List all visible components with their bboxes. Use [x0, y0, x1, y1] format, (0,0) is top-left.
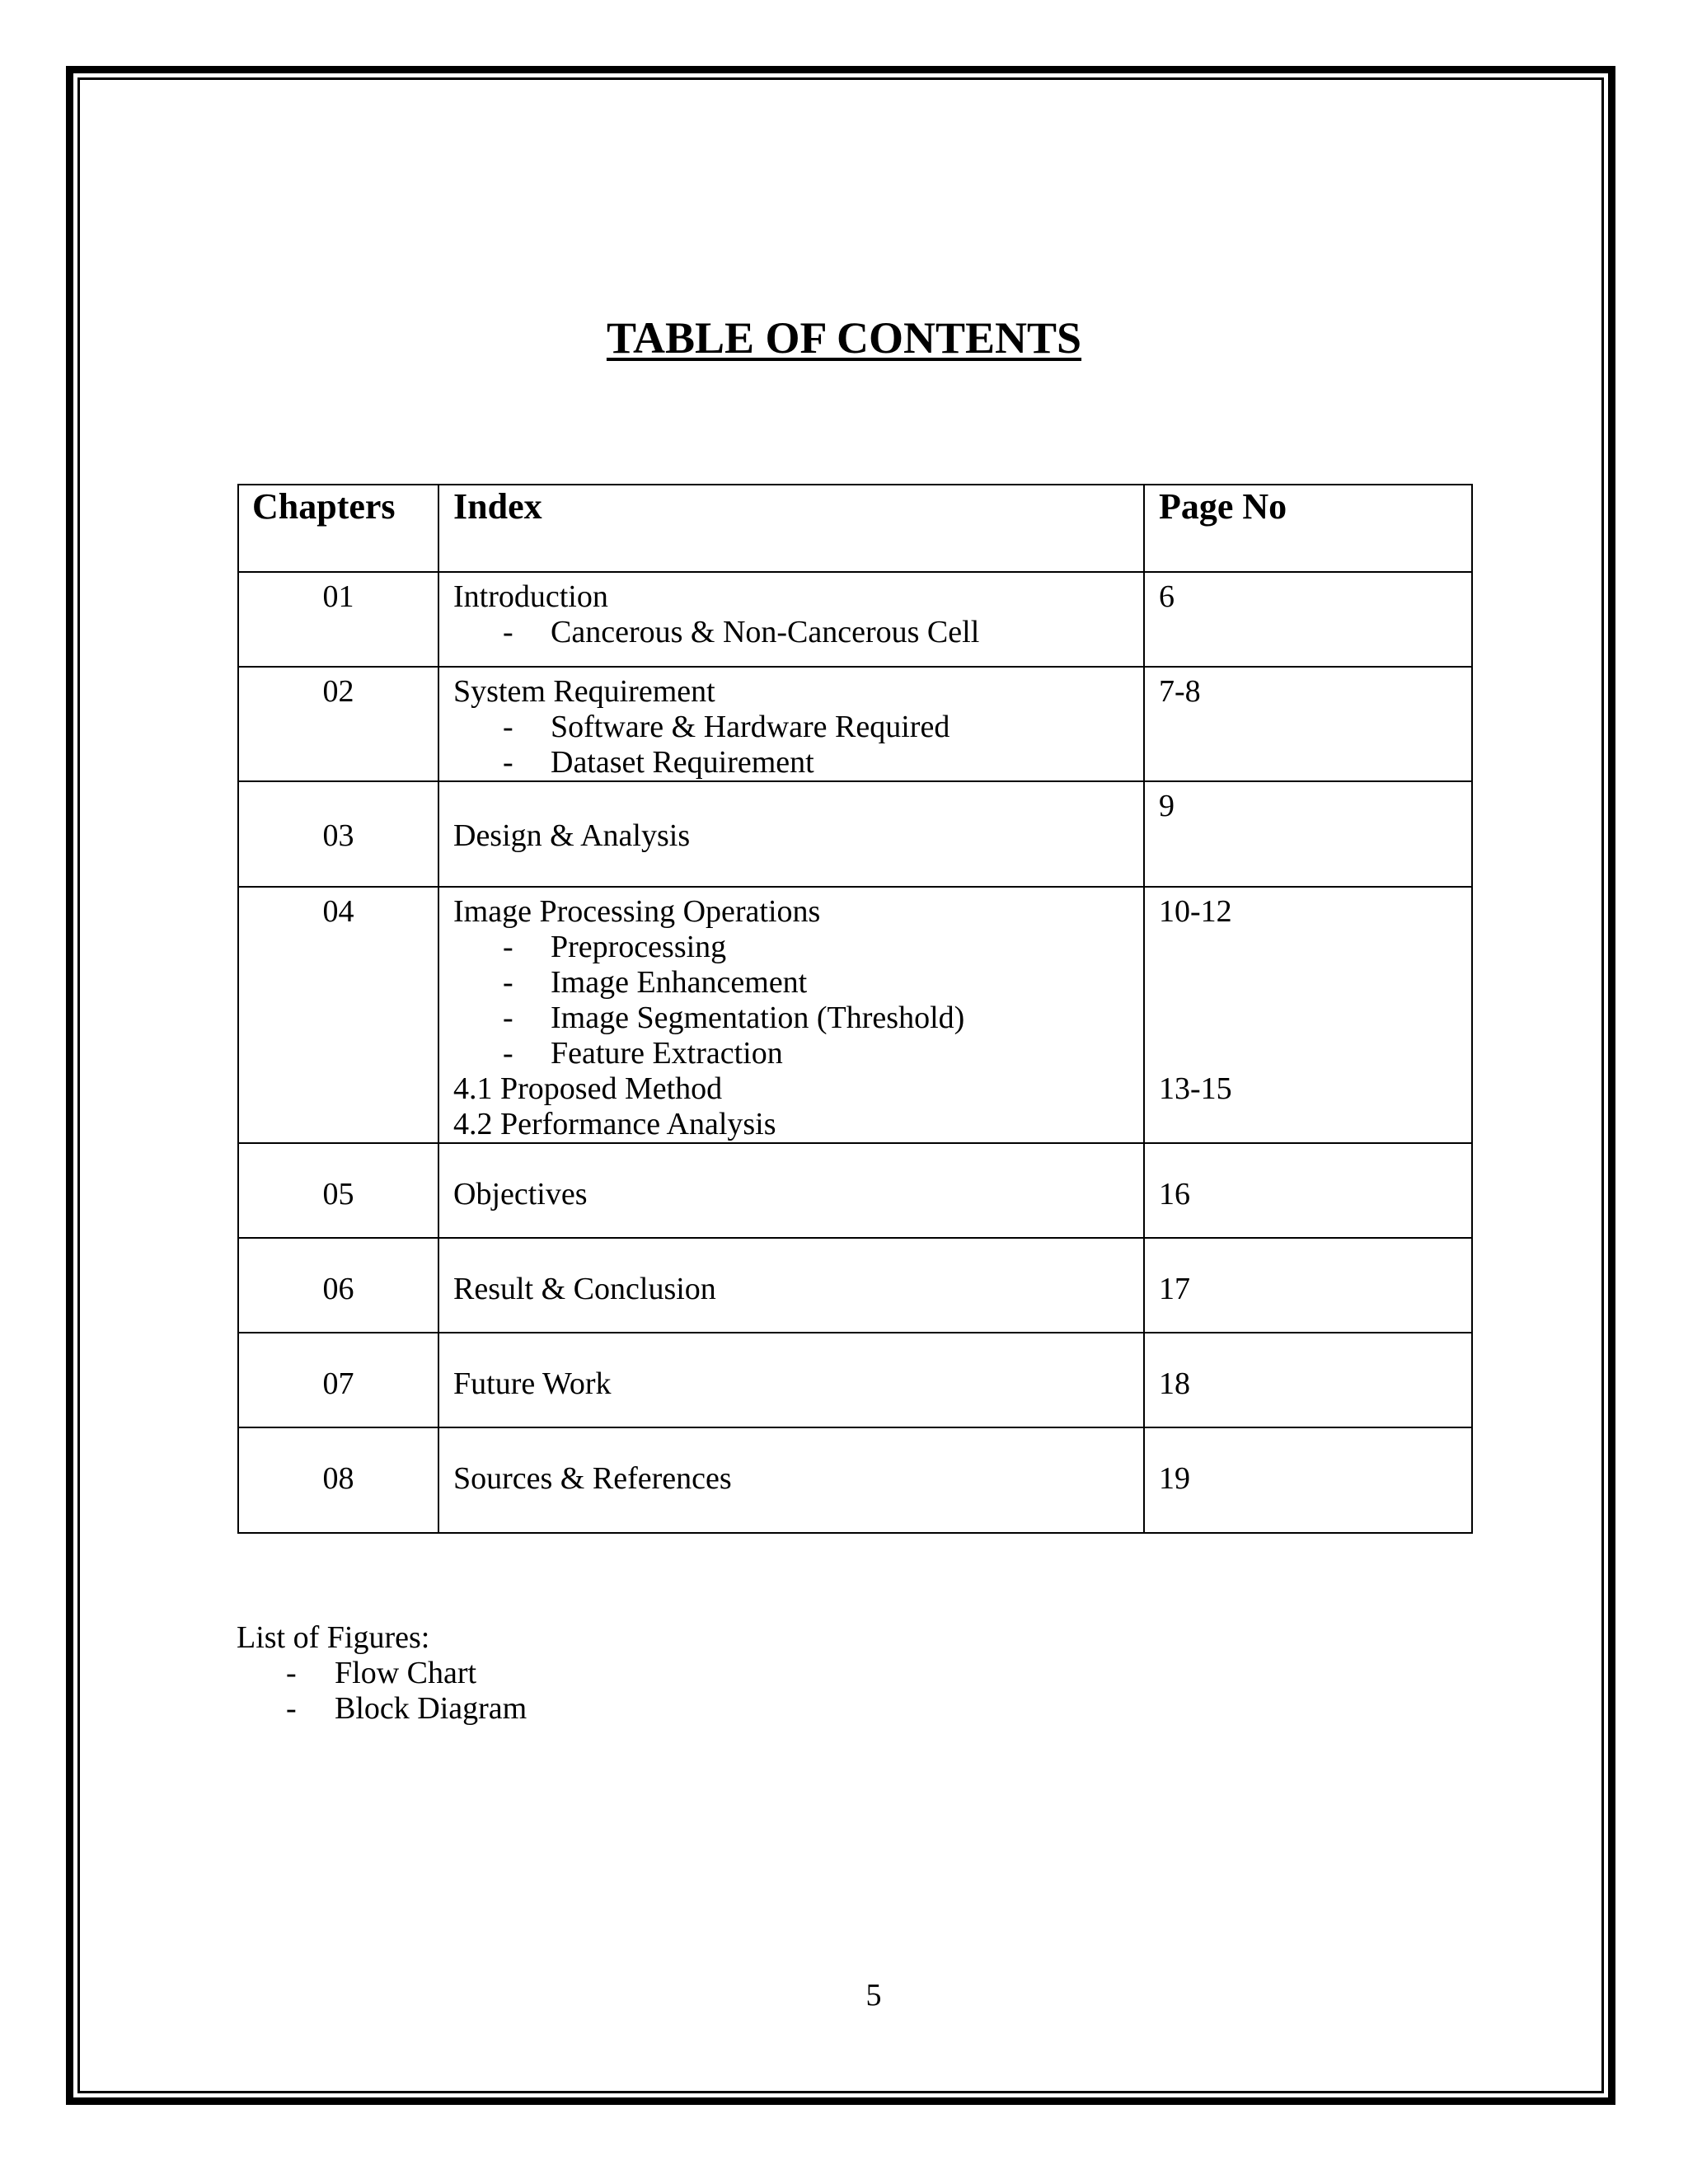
list-of-figures	[237, 1620, 527, 1727]
table-row	[238, 667, 1472, 781]
chapter-title: Image Processing Operations	[453, 894, 821, 929]
list-item: - Dataset Requirement	[503, 745, 814, 780]
chapter-title: Objectives	[453, 1177, 588, 1212]
table-row	[238, 1238, 1472, 1333]
page-number: 6	[1159, 579, 1175, 614]
table-row	[238, 572, 1472, 667]
chapter-number: 06	[322, 1272, 354, 1306]
list-item: - Feature Extraction	[503, 1036, 783, 1071]
chapter-number: 07	[322, 1366, 354, 1401]
contents-table	[237, 484, 1473, 1534]
list-item: - Preprocessing	[503, 930, 727, 964]
chapter-title: Introduction	[453, 579, 608, 614]
table-row	[238, 781, 1472, 887]
page-number: 18	[1159, 1366, 1190, 1401]
page-number: 10-12	[1159, 894, 1232, 929]
table-row	[238, 887, 1472, 1143]
chapter-number: 04	[322, 894, 354, 929]
table-row	[238, 1143, 1472, 1238]
list-item: - Software & Hardware Required	[503, 710, 950, 744]
chapter-number: 08	[322, 1461, 354, 1496]
list-item: - Cancerous & Non-Cancerous Cell	[503, 615, 980, 649]
figures-label: List of Figures:	[237, 1620, 430, 1655]
page-title: TABLE OF CONTENTS	[606, 313, 1082, 363]
chapter-title: Future Work	[453, 1366, 612, 1401]
list-item: - Image Enhancement	[503, 965, 808, 1000]
list-item: - Image Segmentation (Threshold)	[503, 1001, 965, 1035]
table-header-row	[238, 485, 1472, 572]
header-page-no: Page No	[1144, 485, 1472, 572]
page-number: 16	[1159, 1177, 1190, 1212]
header-index: Index	[438, 485, 1144, 572]
list-item: - Flow Chart	[286, 1656, 477, 1690]
list-item: - Block Diagram	[286, 1691, 528, 1726]
chapter-number: 02	[322, 674, 354, 709]
table-row	[238, 1333, 1472, 1427]
chapter-title: Sources & References	[453, 1461, 732, 1496]
page-number: 7-8	[1159, 674, 1201, 709]
chapter-number: 01	[322, 579, 354, 614]
header-chapters: Chapters	[238, 485, 438, 572]
table-row	[238, 1427, 1472, 1533]
chapter-number: 05	[322, 1177, 354, 1212]
chapter-title: Result & Conclusion	[453, 1272, 716, 1306]
section-item: 4.2 Performance Analysis	[453, 1107, 776, 1141]
page-number: 13-15	[1159, 1071, 1232, 1106]
page-number-footer: 5	[865, 1978, 882, 2013]
page-number: 19	[1159, 1461, 1190, 1496]
chapter-title: System Requirement	[453, 674, 715, 709]
page-number: 17	[1159, 1272, 1190, 1306]
page-number: 9	[1159, 789, 1175, 823]
chapter-number: 03	[322, 818, 354, 853]
chapter-title: Design & Analysis	[453, 818, 691, 853]
section-item: 4.1 Proposed Method	[453, 1071, 723, 1106]
